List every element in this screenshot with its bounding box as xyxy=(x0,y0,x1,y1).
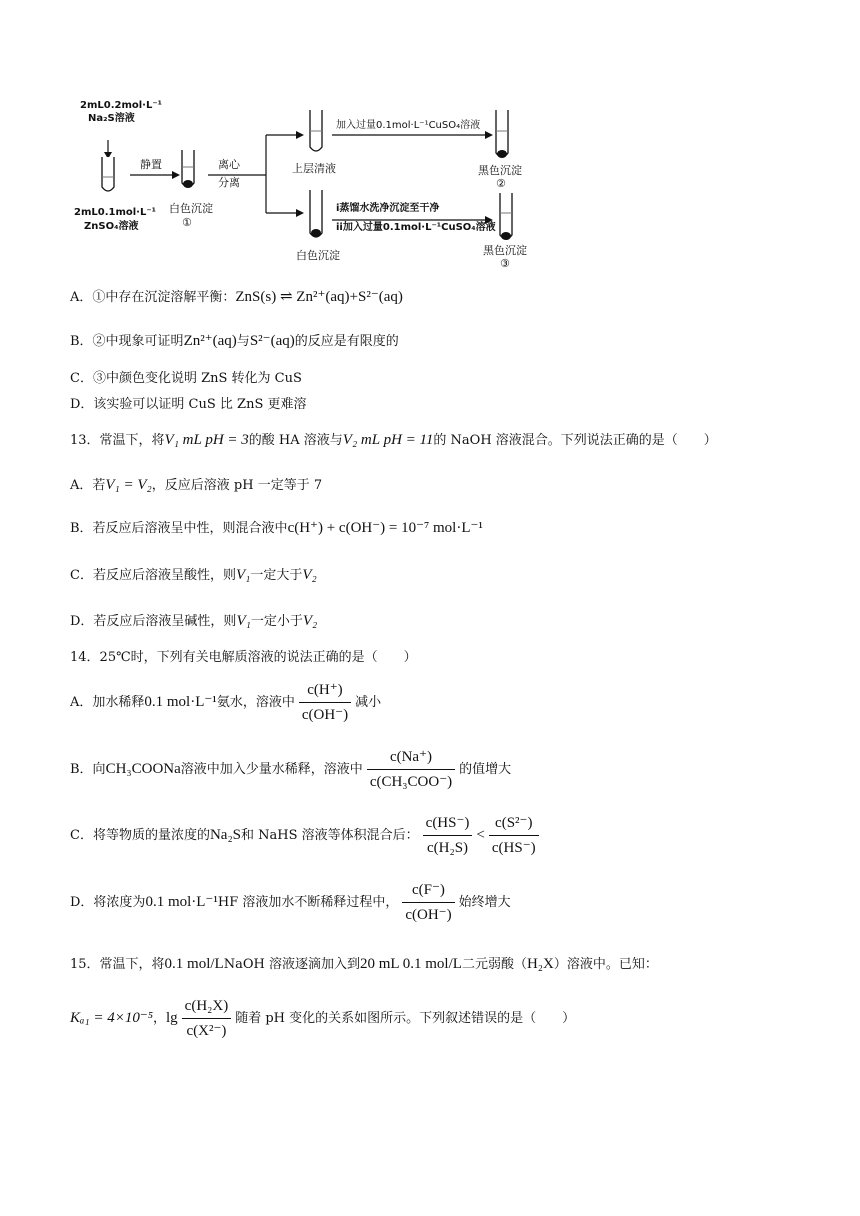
black-ppt-3-label: 黑色沉淀 xyxy=(483,244,527,257)
q13-option-c: C．若反应后溶液呈酸性，则V₁一定大于V₂ xyxy=(70,567,317,583)
q14-option-c: C．将等物质的量浓度的Na₂S和 NaHS 溶液等体积混合后： $\frac{c(HS^-)}{\text{c(H₂S)}}$ < $\frac{\text{c(S²⁻)}}{c(HS^-)}$ xyxy=(70,813,543,858)
q14-option-b: B．向CH₃COONa溶液中加入少量水稀释，溶液中 $\frac{c(Na^+)}{\text{c(CH₃COO⁻)}}$ 的值增大 xyxy=(70,749,512,790)
q14-option-a: A．加水稀释0.1 mol·L⁻¹氨水，溶液中 $\frac{c(H^+)}{c(OH^-)}$ 减小 xyxy=(70,682,382,723)
add-cuso4-bottom-label: ii加入过量0.1mol·L⁻¹CuSO₄溶液 xyxy=(336,222,496,233)
experiment-diagram xyxy=(60,95,580,275)
q15-stem-2: Kₐ₁ = 4×10⁻⁵，lg $\frac{\text{c(H₂X)}}{\text{c(X²⁻)}}$ 随着 pH 变化的关系如图所示。下列叙述错误的是（ ） xyxy=(70,998,576,1039)
centrifuge-label-1: 离心 xyxy=(218,158,240,171)
test-tube-icon-black-3 xyxy=(500,193,512,240)
q12-option-d: D．该实验可以证明 CuS 比 ZnS 更难溶 xyxy=(70,397,307,412)
q13-option-a: A．若V₁ = V₂，反应后溶液 pH 一定等于 7 xyxy=(70,477,323,493)
q12-option-a: A．①中存在沉淀溶解平衡：ZnS(s) ⇌ Zn²⁺(aq)+S²⁻(aq) xyxy=(70,289,403,305)
centrifuge-label-2: 分离 xyxy=(218,176,240,189)
q12-option-c: C．③中颜色变化说明 ZnS 转化为 CuS xyxy=(70,371,302,386)
q12-option-b: B．②中现象可证明Zn²⁺(aq)与S²⁻(aq)的反应是有限度的 xyxy=(70,333,399,349)
white-ppt-1-label: 白色沉淀 xyxy=(169,202,213,215)
wash-step-label: i蒸馏水洗净沉淀至干净 xyxy=(336,203,440,214)
label-1: ① xyxy=(182,216,192,229)
reagent-top-label: 2mL0.2mol·L⁻¹ xyxy=(80,100,163,111)
q15-stem: 15．常温下，将0.1 mol/LNaOH 溶液逐滴加入到20 mL 0.1 mol/L二元弱酸（H₂X）溶液中。已知： xyxy=(70,956,658,972)
stand-label: 静置 xyxy=(140,158,162,171)
black-ppt-2-label: 黑色沉淀 xyxy=(478,164,522,177)
reagent-top-label-2: Na₂S溶液 xyxy=(88,113,135,124)
label-2: ② xyxy=(496,177,506,190)
test-tube-icon-upper xyxy=(310,110,322,151)
white-ppt-2-label: 白色沉淀 xyxy=(296,249,340,262)
reagent-bottom-label: 2mL0.1mol·L⁻¹ xyxy=(74,207,157,218)
add-cuso4-top-label: 加入过量0.1mol·L⁻¹CuSO₄溶液 xyxy=(336,120,481,131)
reagent-bottom-label-2: ZnSO₄溶液 xyxy=(84,221,139,232)
test-tube-icon-black-2 xyxy=(496,110,508,158)
test-tube-icon-white-ppt xyxy=(310,190,322,237)
q13-option-d: D．若反应后溶液呈碱性，则V₁一定小于V₂ xyxy=(70,613,318,629)
upper-liquid-label: 上层清液 xyxy=(292,162,336,175)
q14-option-d: D．将浓度为0.1 mol·L⁻¹HF 溶液加水不断稀释过程中， $\frac{c(F^-)}{c(OH^-)}$ 始终增大 xyxy=(70,882,511,923)
q13-stem: 13．常温下，将V₁ mL pH = 3的酸 HA 溶液与V₂ mL pH = 11的 NaOH 溶液混合。下列说法正确的是（ ） xyxy=(70,432,717,448)
q13-option-b: B．若反应后溶液呈中性，则混合液中c(H⁺) + c(OH⁻) = 10⁻⁷ mol·L⁻¹ xyxy=(70,520,483,536)
test-tube-icon-1 xyxy=(102,157,114,191)
test-tube-icon-2 xyxy=(182,150,194,188)
q14-stem: 14．25℃时，下列有关电解质溶液的说法正确的是（ ） xyxy=(70,650,417,665)
label-3: ③ xyxy=(500,257,510,270)
